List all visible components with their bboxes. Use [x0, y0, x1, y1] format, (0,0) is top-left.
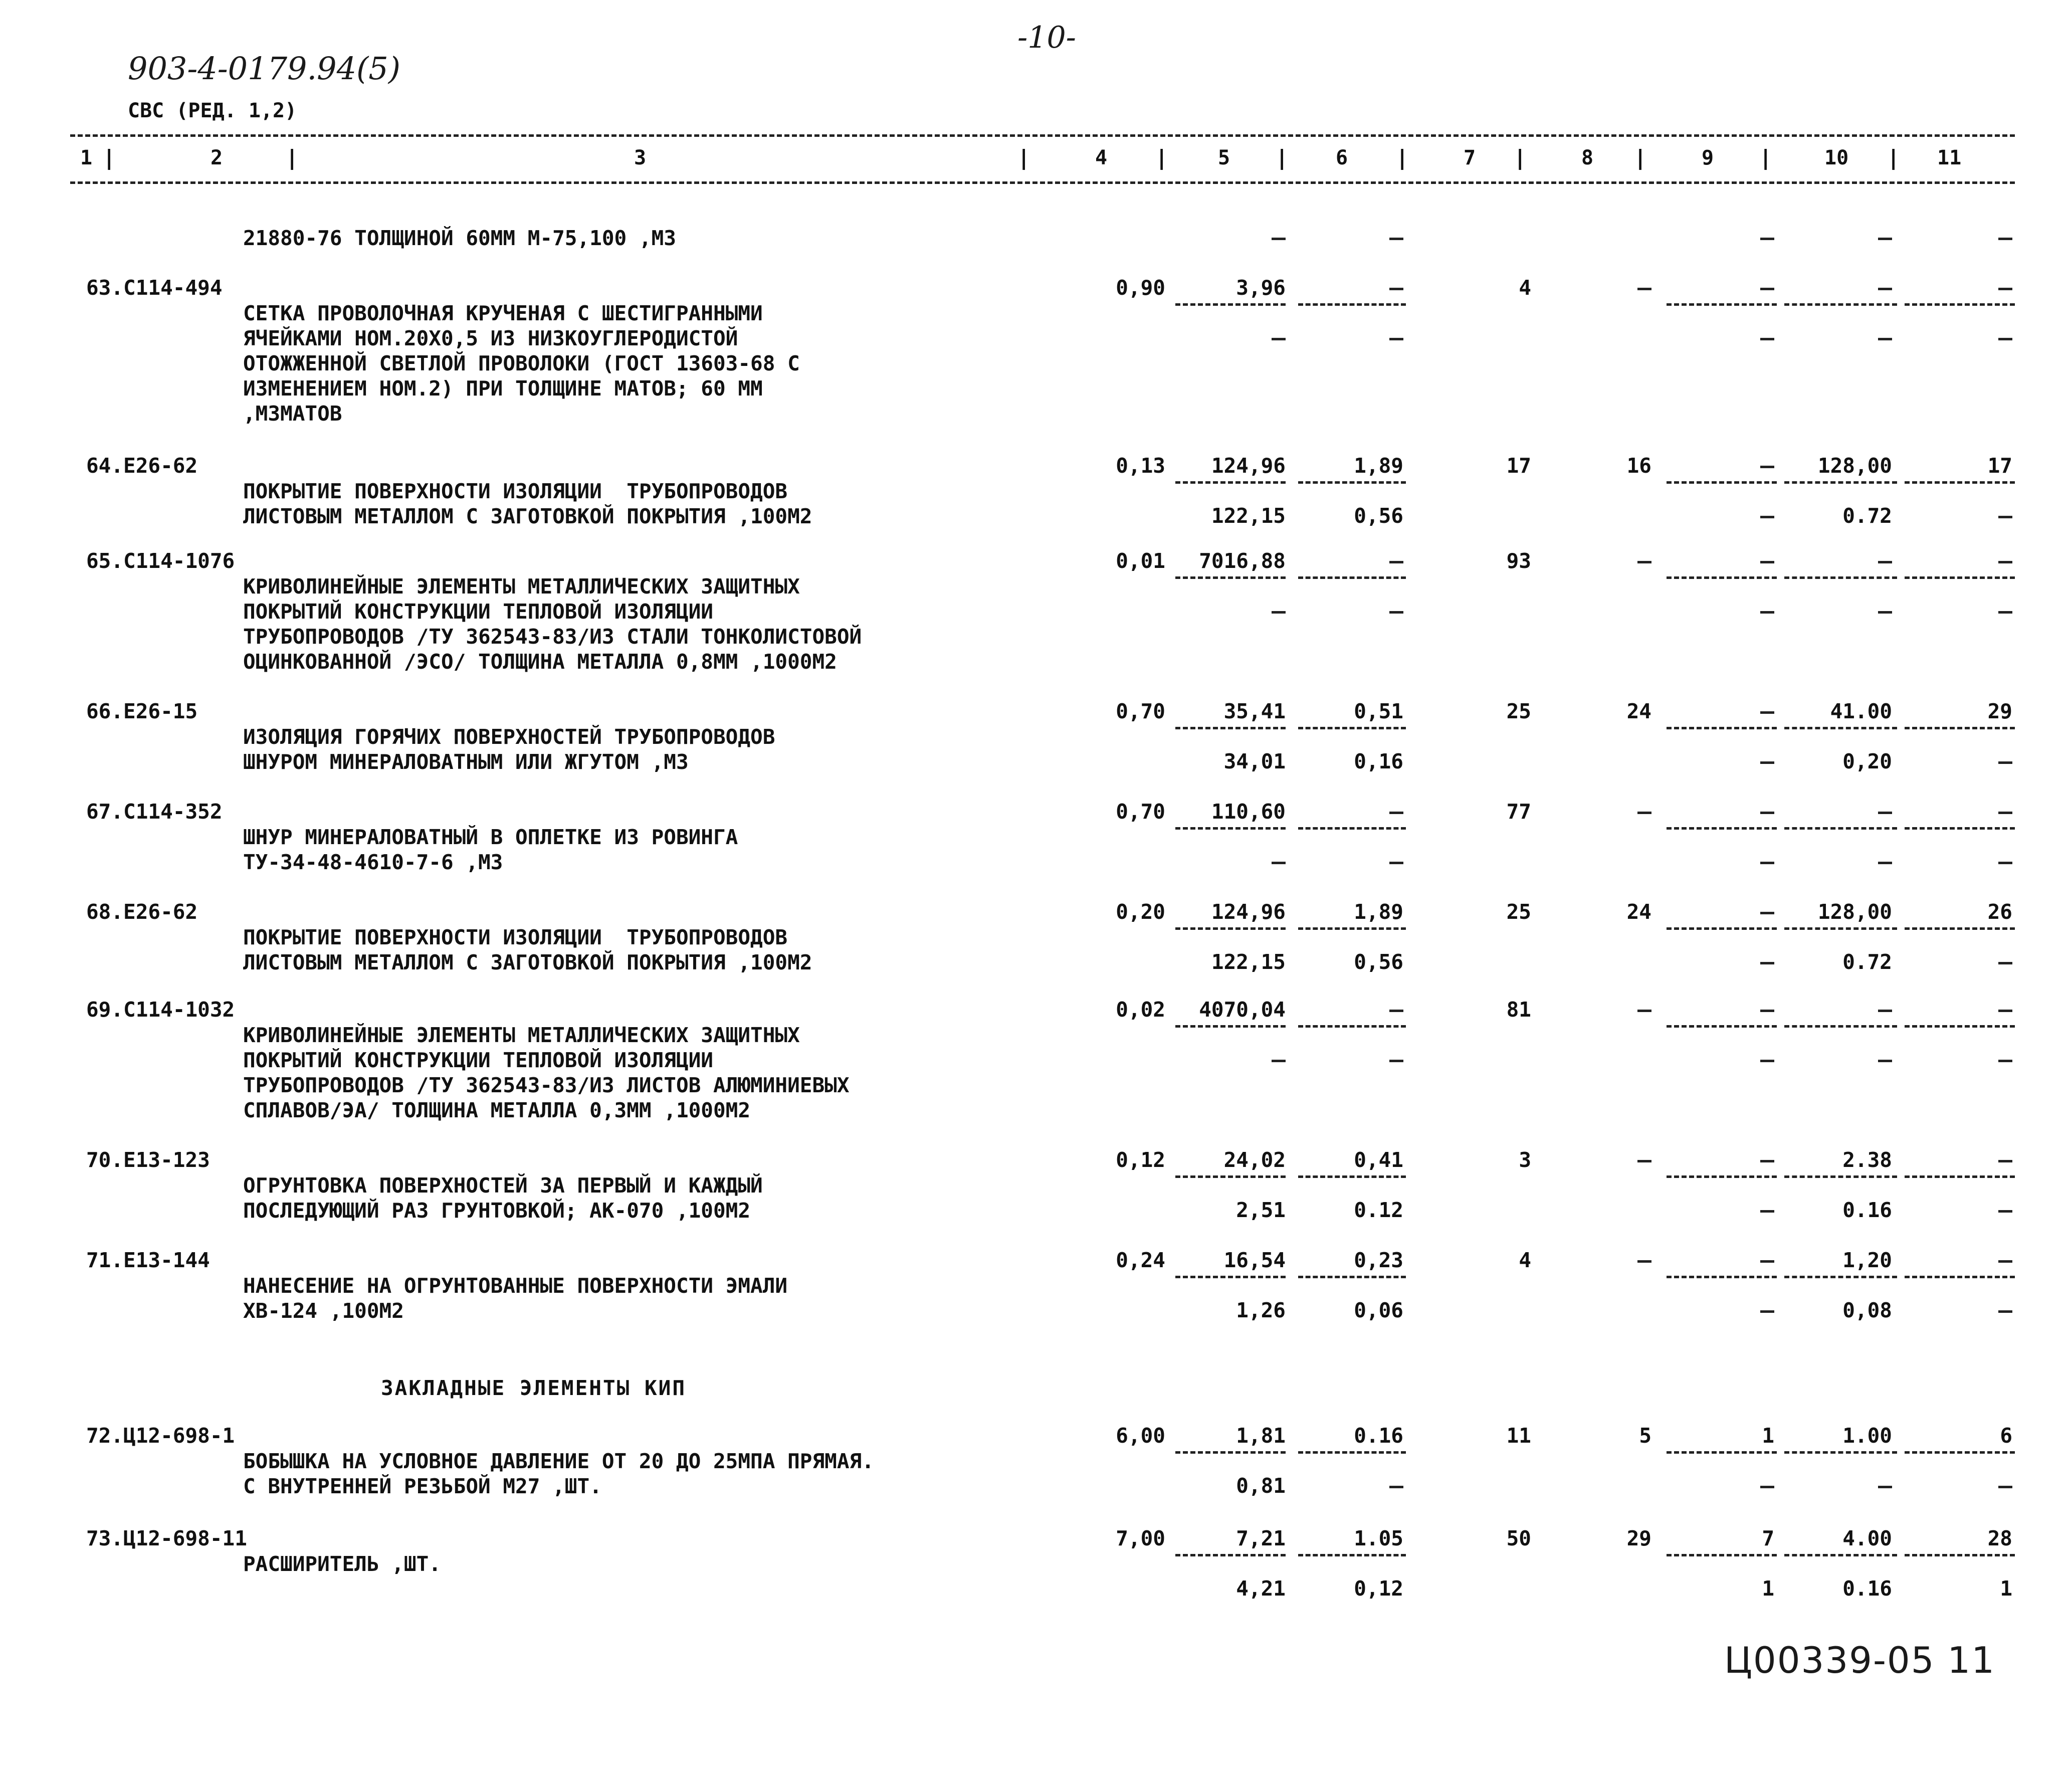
item-description: СЕТКА ПРОВОЛОЧНАЯ КРУЧЕНАЯ С ШЕСТИГРАННЫМИ ЯЧЕЙКАМИ НОМ.20Х0,5 ИЗ НИЗКОУГЛЕРОДИСТОЙ ОТОЖЖЕННОЙ СВЕТЛОЙ ПРОВОЛОКИ (ГОСТ 13603-68 С ИЗМЕНЕНИЕМ НОМ.2) ПРИ ТОЛЩИНЕ МАТОВ; 60 ММ ,М3МАТОВ — [243, 301, 800, 426]
item-description: БОБЫШКА НА УСЛОВНОЕ ДАВЛЕНИЕ ОТ 20 ДО 25МПА ПРЯМАЯ. С ВНУТРЕННЕЙ РЕЗЬБОЙ М27 ,ШТ. — [243, 1449, 874, 1498]
c9-fraction-line — [1667, 1276, 1777, 1278]
c9-fraction-line — [1667, 481, 1777, 484]
col9-sub-value-dash — [1760, 1486, 1774, 1488]
item-description: ПОКРЫТИЕ ПОВЕРХНОСТИ ИЗОЛЯЦИИ ТРУБОПРОВОДОВ ЛИСТОВЫМ МЕТАЛЛОМ С ЗАГОТОВКОЙ ПОКРЫТИЯ ,100М2 — [243, 479, 812, 528]
col8-value-dash — [1637, 288, 1651, 290]
col9-value: 1 — [1762, 1424, 1774, 1448]
c9-fraction-line — [1667, 303, 1777, 306]
item-description: ШНУР МИНЕРАЛОВАТНЫЙ В ОПЛЕТКЕ ИЗ РОВИНГА ТУ-34-48-4610-7-6 ,М3 — [243, 825, 738, 874]
c10-fraction-line — [1784, 1451, 1897, 1454]
col8-value-dash — [1637, 561, 1651, 563]
col5-value: 110,60 — [1211, 800, 1286, 824]
archive-stamp: Ц00339-05 11 — [1724, 1639, 1996, 1681]
c6-fraction-line — [1298, 1175, 1406, 1178]
c11-fraction-line — [1905, 1554, 2015, 1556]
col9-sub-value-dash — [1760, 338, 1774, 340]
column-separator: | — [103, 145, 116, 170]
col10-sub-value-dash — [1878, 611, 1892, 614]
c10-fraction-line — [1784, 1175, 1897, 1178]
c11-fraction-line — [1905, 1276, 2015, 1278]
c6-fraction-line — [1298, 1025, 1406, 1028]
column-separator: | — [1155, 145, 1168, 170]
col9-sub-value: 1 — [1762, 1576, 1774, 1601]
col7-value: 25 — [1506, 900, 1531, 924]
col4-value: 0,24 — [1116, 1248, 1165, 1272]
col8-value-dash — [1637, 1010, 1651, 1012]
c11-fraction-line — [1905, 303, 2015, 306]
col8-value: 24 — [1626, 900, 1651, 924]
c5-fraction-line — [1175, 1276, 1286, 1278]
col5-sub-value: 122,15 — [1211, 950, 1286, 974]
col11-value-dash — [1998, 561, 2012, 563]
c6-fraction-line — [1298, 727, 1406, 729]
c6-fraction-line — [1298, 576, 1406, 579]
c6-fraction-line — [1298, 481, 1406, 484]
c11-fraction-line — [1905, 927, 2015, 930]
col6-value: 0,41 — [1354, 1148, 1403, 1172]
col5-value: 7,21 — [1236, 1526, 1286, 1550]
col8-value: 5 — [1639, 1424, 1651, 1448]
c6-fraction-line — [1298, 303, 1406, 306]
col4-value: 6,00 — [1116, 1424, 1165, 1448]
c9-fraction-line — [1667, 1025, 1777, 1028]
col10-value: 128,00 — [1817, 900, 1892, 924]
item-description: КРИВОЛИНЕЙНЫЕ ЭЛЕМЕНТЫ МЕТАЛЛИЧЕСКИХ ЗАЩИТНЫХ ПОКРЫТИЙ КОНСТРУКЦИИ ТЕПЛОВОЙ ИЗОЛЯЦИИ ТРУБОПРОВОДОВ /ТУ 362543-83/ИЗ СТАЛИ ТОНКОЛИСТОВОЙ ОЦИНКОВАННОЙ /ЭСО/ ТОЛЩИНА МЕТАЛЛА 0,8ММ ,1000М2 — [243, 574, 862, 674]
column-separator: | — [1634, 145, 1647, 170]
col6-sub-value-dash — [1389, 338, 1403, 340]
c10-fraction-line — [1784, 1554, 1897, 1556]
col10-sub-value-dash — [1878, 1486, 1892, 1488]
col6-sub-value: 0,12 — [1354, 1576, 1403, 1601]
col6-value-dash — [1389, 238, 1403, 240]
col5-value: 7016,88 — [1199, 549, 1286, 573]
item-code: 66.Е26-15 — [86, 699, 198, 723]
col10-value-dash — [1878, 812, 1892, 814]
col9-value-dash — [1760, 912, 1774, 914]
col7-value: 25 — [1506, 699, 1531, 723]
item-code: 63.С114-494 — [86, 276, 223, 300]
col9-value-dash — [1760, 711, 1774, 714]
col9-value-dash — [1760, 1260, 1774, 1263]
col6-sub-value-dash — [1389, 1486, 1403, 1488]
c10-fraction-line — [1784, 303, 1897, 306]
column-header-7: 7 — [1464, 146, 1476, 169]
c5-fraction-line — [1175, 1025, 1286, 1028]
col9-sub-value-dash — [1760, 1060, 1774, 1062]
col11-value: 28 — [1987, 1526, 2012, 1550]
col7-value: 50 — [1506, 1526, 1531, 1550]
col10-value-dash — [1878, 1010, 1892, 1012]
col9-sub-value-dash — [1760, 862, 1774, 864]
c5-fraction-line — [1175, 727, 1286, 729]
document-code: 903-4-0179.94(5) — [128, 50, 400, 87]
col6-value: 0,51 — [1354, 699, 1403, 723]
c9-fraction-line — [1667, 727, 1777, 729]
col6-value: 0.16 — [1354, 1424, 1403, 1448]
col4-value: 0,70 — [1116, 699, 1165, 723]
col8-value-dash — [1637, 1160, 1651, 1162]
c6-fraction-line — [1298, 927, 1406, 930]
col9-value-dash — [1760, 1160, 1774, 1162]
col5-sub-value-dash — [1272, 862, 1286, 864]
col8-value-dash — [1637, 812, 1651, 814]
col9-sub-value-dash — [1760, 1210, 1774, 1213]
col5-sub-value-dash — [1272, 611, 1286, 614]
c11-fraction-line — [1905, 1175, 2015, 1178]
c9-fraction-line — [1667, 1554, 1777, 1556]
col6-sub-value: 0,56 — [1354, 950, 1403, 974]
col11-value-dash — [1998, 812, 2012, 814]
col6-value-dash — [1389, 288, 1403, 290]
col4-value: 0,70 — [1116, 800, 1165, 824]
col9-value-dash — [1760, 466, 1774, 468]
item-description: КРИВОЛИНЕЙНЫЕ ЭЛЕМЕНТЫ МЕТАЛЛИЧЕСКИХ ЗАЩИТНЫХ ПОКРЫТИЙ КОНСТРУКЦИИ ТЕПЛОВОЙ ИЗОЛЯЦИИ ТРУБОПРОВОДОВ /ТУ 362543-83/ИЗ ЛИСТОВ АЛЮМИНИЕВЫХ СПЛАВОВ/ЭА/ ТОЛЩИНА МЕТАЛЛА 0,3ММ ,1000М2 — [243, 1023, 850, 1122]
col6-value: 1,89 — [1354, 900, 1403, 924]
item-code: 69.С114-1032 — [86, 998, 235, 1022]
col11-value-dash — [1998, 1160, 2012, 1162]
col10-value: 128,00 — [1817, 454, 1892, 478]
c10-fraction-line — [1784, 1276, 1897, 1278]
column-separator: | — [1276, 145, 1289, 170]
c11-fraction-line — [1905, 827, 2015, 830]
col11-sub-value-dash — [1998, 862, 2012, 864]
col11-sub-value-dash — [1998, 338, 2012, 340]
col11-sub-value-dash — [1998, 1486, 2012, 1488]
item-description: ПОКРЫТИЕ ПОВЕРХНОСТИ ИЗОЛЯЦИИ ТРУБОПРОВОДОВ ЛИСТОВЫМ МЕТАЛЛОМ С ЗАГОТОВКОЙ ПОКРЫТИЯ ,100М2 — [243, 925, 812, 974]
col9-value-dash — [1760, 1010, 1774, 1012]
col4-value: 0,20 — [1116, 900, 1165, 924]
col4-value: 7,00 — [1116, 1526, 1165, 1550]
col4-value: 0,12 — [1116, 1148, 1165, 1172]
col8-value: 16 — [1626, 454, 1651, 478]
col11-value-dash — [1998, 238, 2012, 240]
c11-fraction-line — [1905, 481, 2015, 484]
col10-sub-value: 0,20 — [1842, 749, 1892, 773]
col11-sub-value: 1 — [2000, 1576, 2012, 1601]
col11-value-dash — [1998, 1260, 2012, 1263]
col5-sub-value: 1,26 — [1236, 1298, 1286, 1322]
col11-value: 26 — [1987, 900, 2012, 924]
col7-value: 3 — [1519, 1148, 1531, 1172]
c9-fraction-line — [1667, 1175, 1777, 1178]
item-description: РАСШИРИТЕЛЬ ,ШТ. — [243, 1552, 441, 1576]
col11-sub-value-dash — [1998, 761, 2012, 764]
col8-value: 24 — [1626, 699, 1651, 723]
col5-value-dash — [1272, 238, 1286, 240]
col9-value-dash — [1760, 288, 1774, 290]
column-header-8: 8 — [1581, 146, 1594, 169]
col10-value-dash — [1878, 561, 1892, 563]
col5-value: 24,02 — [1223, 1148, 1286, 1172]
c10-fraction-line — [1784, 827, 1897, 830]
col9-value-dash — [1760, 812, 1774, 814]
col5-sub-value-dash — [1272, 1060, 1286, 1062]
col7-value: 4 — [1519, 276, 1531, 300]
item-code: 64.Е26-62 — [86, 454, 198, 478]
col5-value: 4070,04 — [1199, 998, 1286, 1022]
col5-value: 16,54 — [1223, 1248, 1286, 1272]
col9-sub-value-dash — [1760, 611, 1774, 614]
col10-sub-value: 0.16 — [1842, 1198, 1892, 1222]
c6-fraction-line — [1298, 827, 1406, 830]
col11-value-dash — [1998, 1010, 2012, 1012]
col11-sub-value-dash — [1998, 611, 2012, 614]
header-rule-top — [70, 134, 2015, 137]
column-header-9: 9 — [1702, 146, 1714, 169]
col10-value-dash — [1878, 238, 1892, 240]
col10-sub-value: 0.72 — [1842, 950, 1892, 974]
item-code: 65.С114-1076 — [86, 549, 235, 573]
col6-sub-value-dash — [1389, 611, 1403, 614]
col9-value-dash — [1760, 561, 1774, 563]
c5-fraction-line — [1175, 481, 1286, 484]
header-rule-bottom — [70, 181, 2015, 184]
c5-fraction-line — [1175, 576, 1286, 579]
c5-fraction-line — [1175, 303, 1286, 306]
section-title: ЗАКЛАДНЫЕ ЭЛЕМЕНТЫ КИП — [381, 1376, 687, 1400]
col5-sub-value-dash — [1272, 338, 1286, 340]
column-separator: | — [1887, 145, 1900, 170]
col11-sub-value-dash — [1998, 1060, 2012, 1062]
col5-sub-value: 4,21 — [1236, 1576, 1286, 1601]
col11-value: 17 — [1987, 454, 2012, 478]
col5-value: 1,81 — [1236, 1424, 1286, 1448]
column-header-3: 3 — [634, 146, 647, 169]
c5-fraction-line — [1175, 1451, 1286, 1454]
c11-fraction-line — [1905, 576, 2015, 579]
col11-sub-value-dash — [1998, 1310, 2012, 1313]
col5-sub-value: 0,81 — [1236, 1474, 1286, 1498]
column-separator: | — [1017, 145, 1030, 170]
col5-value: 3,96 — [1236, 276, 1286, 300]
col10-sub-value: 0.16 — [1842, 1576, 1892, 1601]
item-description: ИЗОЛЯЦИЯ ГОРЯЧИХ ПОВЕРХНОСТЕЙ ТРУБОПРОВОДОВ ШНУРОМ МИНЕРАЛОВАТНЫМ ИЛИ ЖГУТОМ ,М3 — [243, 725, 775, 774]
col10-value-dash — [1878, 288, 1892, 290]
c6-fraction-line — [1298, 1276, 1406, 1278]
c9-fraction-line — [1667, 1451, 1777, 1454]
col9-value: 7 — [1762, 1526, 1774, 1550]
c5-fraction-line — [1175, 827, 1286, 830]
c5-fraction-line — [1175, 1175, 1286, 1178]
col6-sub-value: 0,16 — [1354, 749, 1403, 773]
col10-value: 2.38 — [1842, 1148, 1892, 1172]
col9-sub-value-dash — [1760, 761, 1774, 764]
col4-value: 0,01 — [1116, 549, 1165, 573]
c11-fraction-line — [1905, 1025, 2015, 1028]
col10-value: 1.00 — [1842, 1424, 1892, 1448]
col11-value: 29 — [1987, 699, 2012, 723]
col5-sub-value: 2,51 — [1236, 1198, 1286, 1222]
c6-fraction-line — [1298, 1554, 1406, 1556]
col8-value: 29 — [1626, 1526, 1651, 1550]
col5-sub-value: 122,15 — [1211, 504, 1286, 528]
col5-value: 124,96 — [1211, 900, 1286, 924]
col6-value: 0,23 — [1354, 1248, 1403, 1272]
column-separator: | — [1396, 145, 1409, 170]
col6-value-dash — [1389, 561, 1403, 563]
column-separator: | — [1759, 145, 1772, 170]
col7-value: 81 — [1506, 998, 1531, 1022]
col10-value: 4.00 — [1842, 1526, 1892, 1550]
column-header-5: 5 — [1218, 146, 1230, 169]
c10-fraction-line — [1784, 576, 1897, 579]
c6-fraction-line — [1298, 1451, 1406, 1454]
col10-value: 41.00 — [1830, 699, 1892, 723]
col11-sub-value-dash — [1998, 1210, 2012, 1213]
column-header-2: 2 — [211, 146, 223, 169]
item-description: 21880-76 ТОЛЩИНОЙ 60ММ М-75,100 ,М3 — [243, 226, 676, 250]
c9-fraction-line — [1667, 927, 1777, 930]
col11-value: 6 — [2000, 1424, 2012, 1448]
col9-value-dash — [1760, 238, 1774, 240]
col6-sub-value: 0.12 — [1354, 1198, 1403, 1222]
col7-value: 77 — [1506, 800, 1531, 824]
col6-value: 1,89 — [1354, 454, 1403, 478]
col4-value: 0,02 — [1116, 998, 1165, 1022]
c10-fraction-line — [1784, 1025, 1897, 1028]
item-code: 72.Ц12-698-1 — [86, 1424, 235, 1448]
col5-sub-value: 34,01 — [1223, 749, 1286, 773]
c10-fraction-line — [1784, 481, 1897, 484]
col8-value-dash — [1637, 1260, 1651, 1263]
col10-sub-value-dash — [1878, 862, 1892, 864]
col7-value: 11 — [1506, 1424, 1531, 1448]
col6-value-dash — [1389, 1010, 1403, 1012]
col10-sub-value-dash — [1878, 338, 1892, 340]
col6-value: 1.05 — [1354, 1526, 1403, 1550]
col6-sub-value-dash — [1389, 862, 1403, 864]
column-separator: | — [286, 145, 299, 170]
col10-sub-value: 0,08 — [1842, 1298, 1892, 1322]
item-description: НАНЕСЕНИЕ НА ОГРУНТОВАННЫЕ ПОВЕРХНОСТИ ЭМАЛИ ХВ-124 ,100М2 — [243, 1274, 788, 1323]
c9-fraction-line — [1667, 827, 1777, 830]
c11-fraction-line — [1905, 727, 2015, 729]
col6-value-dash — [1389, 812, 1403, 814]
column-header-11: 11 — [1937, 146, 1962, 169]
col5-value: 35,41 — [1223, 699, 1286, 723]
col11-sub-value-dash — [1998, 516, 2012, 518]
item-code: 70.Е13-123 — [86, 1148, 210, 1172]
column-header-4: 4 — [1095, 146, 1108, 169]
col9-sub-value-dash — [1760, 962, 1774, 964]
col6-sub-value-dash — [1389, 1060, 1403, 1062]
column-separator: | — [1514, 145, 1527, 170]
c5-fraction-line — [1175, 1554, 1286, 1556]
col4-value: 0,90 — [1116, 276, 1165, 300]
col7-value: 4 — [1519, 1248, 1531, 1272]
col6-sub-value: 0,56 — [1354, 504, 1403, 528]
col11-value-dash — [1998, 288, 2012, 290]
col5-value: 124,96 — [1211, 454, 1286, 478]
col10-sub-value-dash — [1878, 1060, 1892, 1062]
col6-sub-value: 0,06 — [1354, 1298, 1403, 1322]
item-code: 73.Ц12-698-11 — [86, 1526, 247, 1550]
col9-sub-value-dash — [1760, 516, 1774, 518]
col11-sub-value-dash — [1998, 962, 2012, 964]
col10-value: 1,20 — [1842, 1248, 1892, 1272]
item-code: 68.Е26-62 — [86, 900, 198, 924]
column-header-10: 10 — [1824, 146, 1849, 169]
c9-fraction-line — [1667, 576, 1777, 579]
c5-fraction-line — [1175, 927, 1286, 930]
c10-fraction-line — [1784, 727, 1897, 729]
col7-value: 17 — [1506, 454, 1531, 478]
document-edition: СВС (РЕД. 1,2) — [128, 99, 297, 122]
item-description: ОГРУНТОВКА ПОВЕРХНОСТЕЙ ЗА ПЕРВЫЙ И КАЖДЫЙ ПОСЛЕДУЮЩИЙ РАЗ ГРУНТОВКОЙ; АК-070 ,100М2 — [243, 1173, 763, 1223]
col10-sub-value: 0.72 — [1842, 504, 1892, 528]
col4-value: 0,13 — [1116, 454, 1165, 478]
c10-fraction-line — [1784, 927, 1897, 930]
item-code: 71.Е13-144 — [86, 1248, 210, 1272]
c11-fraction-line — [1905, 1451, 2015, 1454]
page-number: -10- — [1017, 20, 1076, 55]
item-code: 67.С114-352 — [86, 800, 223, 824]
column-header-6: 6 — [1336, 146, 1348, 169]
col7-value: 93 — [1506, 549, 1531, 573]
column-header-1: 1 — [80, 146, 93, 169]
col9-sub-value-dash — [1760, 1310, 1774, 1313]
